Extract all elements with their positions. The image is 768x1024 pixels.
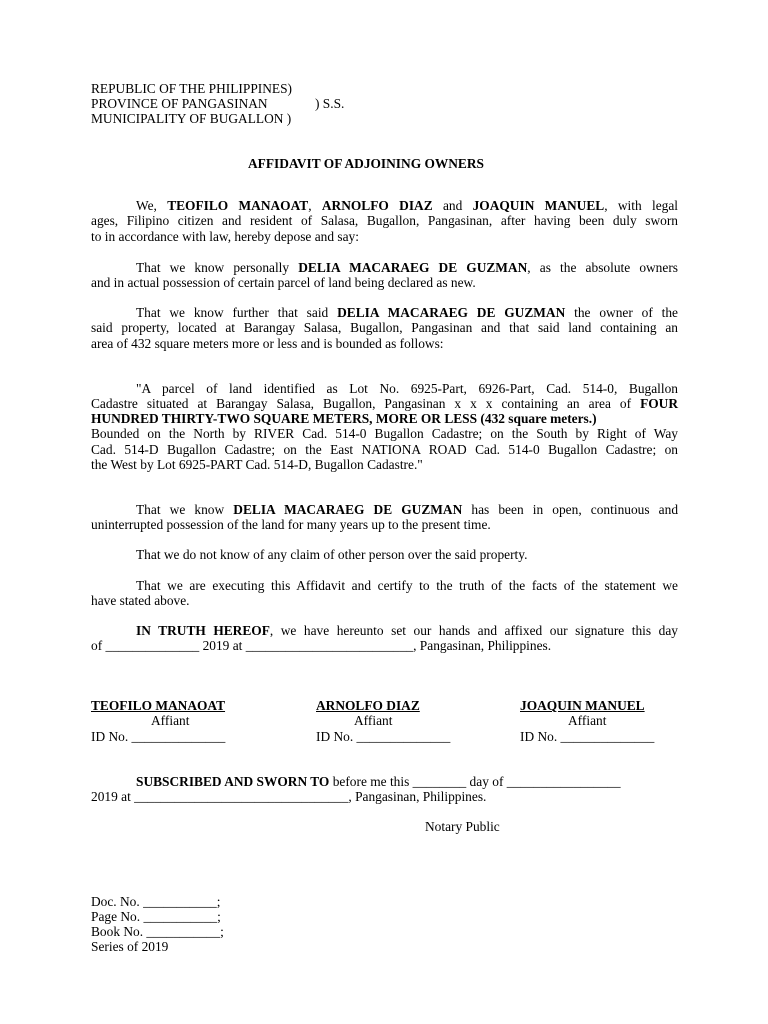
quote-line-6: the West by Lot 6925-PART Cad. 514-D, Bugallon Cadastre." bbox=[91, 457, 423, 472]
owner-name: DELIA MACARAEG DE GUZMAN bbox=[337, 305, 566, 320]
intro-line-3: to in accordance with law, hereby depose and say: bbox=[91, 229, 359, 244]
affiant-name-2: ARNOLFO DIAZ bbox=[321, 198, 433, 213]
owner-name: DELIA MACARAEG DE GUZMAN bbox=[298, 260, 528, 275]
signatory-role-2: Affiant bbox=[354, 713, 393, 728]
owner-name: DELIA MACARAEG DE GUZMAN bbox=[233, 502, 463, 517]
intro-line-2: ages, Filipino citizen and resident of Salasa, Bugallon, Pangasinan, after having been duly sworn bbox=[91, 213, 678, 228]
book-no: Book No. ___________; bbox=[91, 924, 224, 939]
signatory-id-3: ID No. ______________ bbox=[520, 729, 655, 744]
notary-public-label: Notary Public bbox=[425, 819, 500, 834]
para2-line-2: said property, located at Barangay Salasa, Bugallon, Pangasinan and that said land containing an bbox=[91, 320, 678, 335]
signatory-name-3: JOAQUIN MANUEL bbox=[520, 698, 645, 713]
para3-line-2: uninterrupted possession of the land for many years up to the present time. bbox=[91, 517, 491, 532]
header-ss: ) S.S. bbox=[315, 96, 345, 111]
header-municipality: MUNICIPALITY OF BUGALLON ) bbox=[91, 111, 292, 126]
affiant-name-1: TEOFILO MANAOAT bbox=[167, 198, 309, 213]
para2-line-3: area of 432 square meters more or less and is bounded as follows: bbox=[91, 336, 444, 351]
para3-line-1: That we know DELIA MACARAEG DE GUZMAN has been in open, continuous and bbox=[136, 502, 679, 517]
header-republic: REPUBLIC OF THE PHILIPPINES) bbox=[91, 81, 293, 96]
doc-no: Doc. No. ___________; bbox=[91, 894, 221, 909]
quote-line-3: HUNDRED THIRTY-TWO SQUARE METERS, MORE OR LESS (432 square meters.) bbox=[91, 411, 597, 426]
quote-line-4: Bounded on the North by RIVER Cad. 514-0 Bugallon Cadastre; on the South by Right of Way bbox=[91, 426, 678, 441]
para5-line-1: That we are executing this Affidavit and certify to the truth of the facts of the statement we bbox=[136, 578, 678, 593]
para1-line-1: That we know personally DELIA MACARAEG DE GUZMAN, as the absolute owners bbox=[136, 260, 678, 275]
para4: That we do not know of any claim of other person over the said property. bbox=[136, 547, 528, 562]
truth-line-1: IN TRUTH HEREOF, we have hereunto set our hands and affixed our signature this day bbox=[136, 623, 678, 638]
signatory-name-1: TEOFILO MANAOAT bbox=[91, 698, 226, 713]
sworn-line-1: SUBSCRIBED AND SWORN TO before me this ________ day of _________________ bbox=[136, 774, 621, 789]
series: Series of 2019 bbox=[91, 939, 169, 954]
signatory-name-2: ARNOLFO DIAZ bbox=[316, 698, 420, 713]
document-title: AFFIDAVIT OF ADJOINING OWNERS bbox=[248, 156, 484, 171]
quote-line-1: "A parcel of land identified as Lot No. 6925-Part, 6926-Part, Cad. 514-0, Bugallon bbox=[136, 381, 678, 396]
signatory-id-1: ID No. ______________ bbox=[91, 729, 226, 744]
affiant-name-3: JOAQUIN MANUEL bbox=[472, 198, 605, 213]
quote-line-5: Cad. 514-D Bugallon Cadastre; on the East NATIONA ROAD Cad. 514-0 Bugallon Cadastre; on bbox=[91, 442, 678, 457]
sworn-line-2: 2019 at ________________________________, Pangasinan, Philippines. bbox=[91, 789, 487, 804]
signatory-role-1: Affiant bbox=[151, 713, 190, 728]
para5-line-2: have stated above. bbox=[91, 593, 190, 608]
header-province: PROVINCE OF PANGASINAN bbox=[91, 96, 268, 111]
signatory-id-2: ID No. ______________ bbox=[316, 729, 451, 744]
truth-line-2: of ______________ 2019 at _________________________, Pangasinan, Philippines. bbox=[91, 638, 552, 653]
quote-line-2: Cadastre situated at Barangay Salasa, Bugallon, Pangasinan x x x containing an area of FOUR bbox=[91, 396, 678, 411]
para2-line-1: That we know further that said DELIA MACARAEG DE GUZMAN the owner of the bbox=[136, 305, 679, 320]
para1-line-2: and in actual possession of certain parcel of land being declared as new. bbox=[91, 275, 476, 290]
intro-line-1: We, TEOFILO MANAOAT, ARNOLFO DIAZ and JOAQUIN MANUEL, with legal bbox=[136, 198, 678, 213]
page-no: Page No. ___________; bbox=[91, 909, 221, 924]
signatory-role-3: Affiant bbox=[568, 713, 607, 728]
